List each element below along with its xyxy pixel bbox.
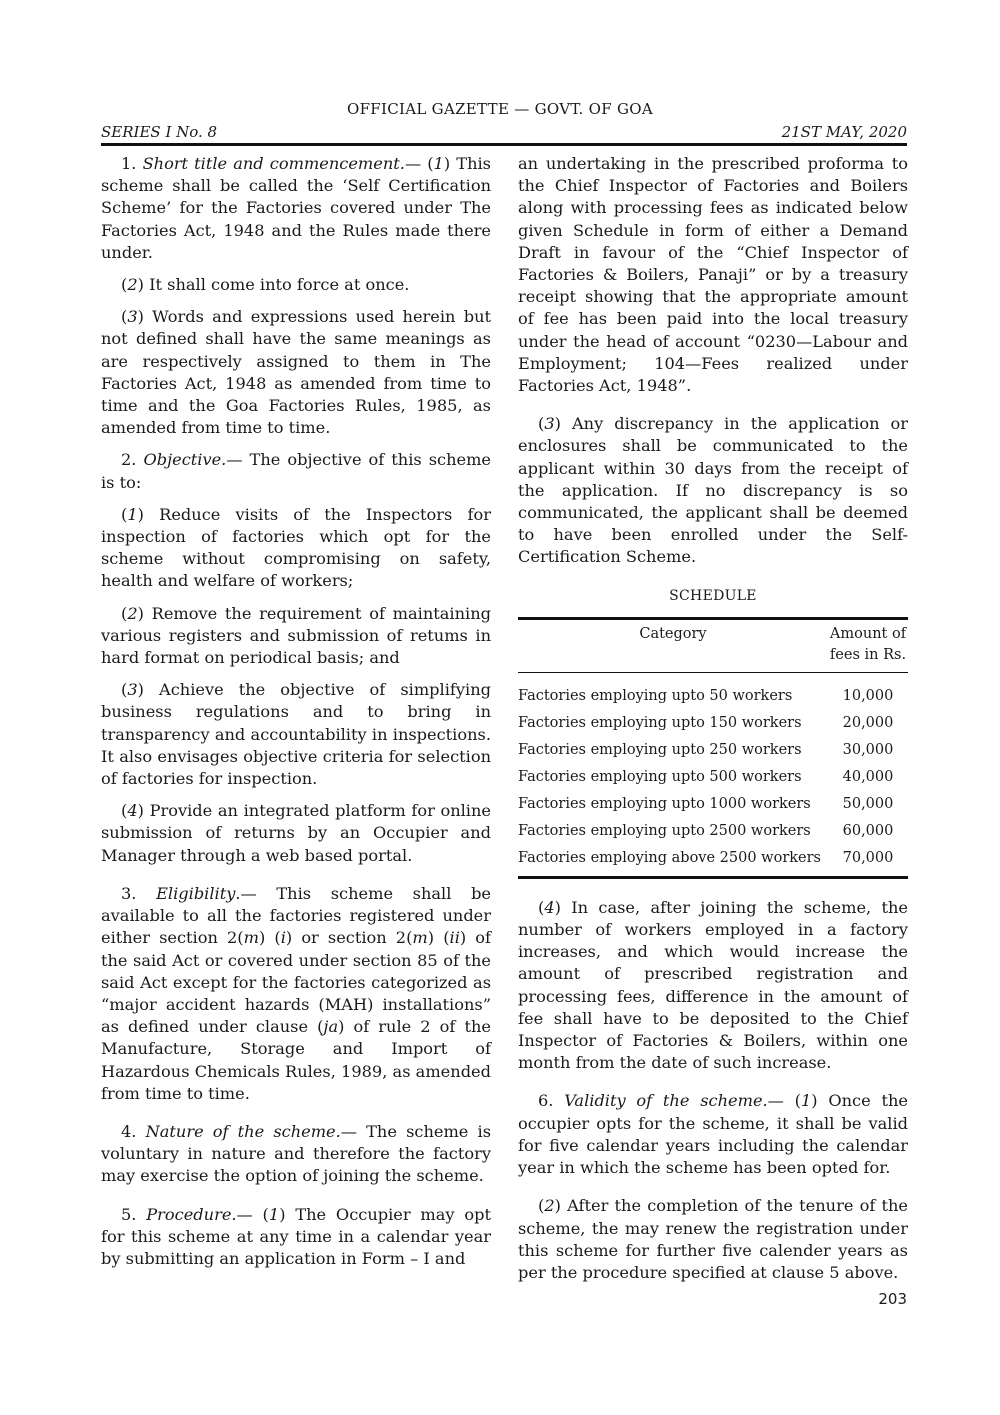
table-row <box>518 672 908 710</box>
sub-number: 3 <box>544 414 555 434</box>
category-cell: Factories employing upto 150 workers <box>518 714 802 731</box>
section-1-para-2 <box>101 274 491 296</box>
dash: — ( <box>767 1091 801 1111</box>
section-heading: Procedure. <box>146 1204 237 1224</box>
section-5-para-4: (4) In case, after joining the scheme, the number of workers employed in a factory increases, and which would increase the amount of prescribed registration and processing fees, difference in the amount of fee shall have to be deposited to the Chief Inspector of Factories & Boilers, within one month from the date of such increase. <box>518 897 908 1073</box>
section-number: 1. <box>121 154 143 173</box>
amount-cell: 60,000 <box>842 822 894 839</box>
objective-item-1: (1) Reduce visits of the Inspectors for inspection of factories which opt for the scheme without compromising on safety, health and welfare of workers; <box>101 504 491 591</box>
section-text: ) Remove the requirement of maintaining various registers and submission of retums in hard format on periodical basis; and <box>101 603 491 668</box>
category-cell: Factories employing upto 1000 workers <box>518 795 811 812</box>
section-heading: Eligibility <box>156 883 236 903</box>
amount-cell: 40,000 <box>842 768 894 785</box>
section-text: ) ( <box>258 928 281 948</box>
amount-header <box>828 618 908 672</box>
section-text: ) of rule 2 of the Manufacture, Storage and Import of Hazardous Chemicals Rules, 1989, as amended from time to time. <box>101 1017 491 1103</box>
table-row <box>518 737 908 764</box>
section-text: — The scheme is voluntary in nature and therefore the factory may exercise the option of joining the scheme. <box>101 1121 492 1186</box>
section-text: ) In case, after joining the scheme, the number of workers employed in a factory increases, and which would increase the amount of prescribed registration and processing fees, difference in the amount of fee shall have to be deposited to the Chief Inspector of Factories & Boilers, within one month from the date of such increase. <box>518 897 908 1073</box>
section-text: ) After the completion of the tenure of the scheme, the may renew the registration under this scheme for further five calender years as per the procedure specified at clause 5 above. <box>518 1196 908 1282</box>
objective-item-3: (3) Achieve the objective of simplifying business regulations and to bring in transparency and accountability in inspections. It also envisages objective criteria for selection of factories for inspection. <box>101 680 491 789</box>
clause-letter: ja <box>323 1017 339 1037</box>
category-cell: Factories employing upto 250 workers <box>518 741 802 758</box>
section-text: ) Reduce visits of the Inspectors for inspection of factories which opt for the scheme without compromising on safety, health and welfare of workers; <box>101 504 491 591</box>
section-number: 3. <box>121 883 157 903</box>
objective-item-2: (2) Remove the requirement of maintaining various registers and submission of retums in hard format on periodical basis; and <box>101 603 491 668</box>
page-number: 203 <box>878 1290 907 1308</box>
clause-letter: m <box>243 928 259 948</box>
section-5-para-3: (3) Any discrepancy in the application or enclosures shall be communicated to the applicant within 30 days from the receipt of the application. If no discrepancy is so communicated, the applicant shall be deemed to have been enrolled under the Self-Certification Scheme. <box>518 414 908 567</box>
section-number: 5. <box>121 1204 147 1224</box>
section-heading: Objective. <box>143 450 227 470</box>
section-text: .— This scheme shall be available to all the factories registered under either section 2( <box>101 883 492 948</box>
sub-number: 1 <box>433 154 444 173</box>
amount-cell: 50,000 <box>842 795 894 812</box>
section-6-para-2: (2) After the completion of the tenure of the scheme, the may renew the registration under this scheme for further five calender years as per the procedure specified at clause 5 above. <box>518 1196 908 1282</box>
table-header-row <box>518 618 908 672</box>
section-text: ) Achieve the objective of simplifying business regulations and to bring in transparency and accountability in inspections. It also envisages objective criteria for selection of factories for inspection. <box>101 680 491 789</box>
clause-letter: m <box>412 928 428 948</box>
table-row <box>518 818 908 845</box>
section-text: ) Words and expressions used herein but not defined shall have the same meanings as are respectively assigned to them in The Factories Act, 1948 as amended from time to time and the Goa Factories Rules, 1985, as amended from time to time. <box>101 307 491 438</box>
sub-number: 4 <box>544 897 555 917</box>
section-text: ) or section 2( <box>285 928 413 948</box>
amount-header-line2: fees in Rs. <box>829 646 907 663</box>
section-text: ) The Occupier may opt for this scheme at any time in a calendar year by submitting an application in Form – I and <box>101 1204 491 1268</box>
amount-cell: 10,000 <box>842 687 894 704</box>
section-1-para-3 <box>101 306 491 439</box>
section-heading: Short title and commencement. <box>142 154 405 173</box>
section-text: ) Provide an integrated platform for online submission of returns by an Occupier and Manager through a web based portal. <box>101 801 491 865</box>
section-5-para-1 <box>101 1204 491 1271</box>
sub-number: 4 <box>127 801 138 821</box>
sub-number: 2 <box>127 603 138 623</box>
category-cell: Factories employing above 2500 workers <box>518 849 821 866</box>
sub-number: 1 <box>127 504 138 524</box>
section-heading: Validity of the scheme. <box>564 1091 768 1111</box>
section-3 <box>101 883 491 1105</box>
section-5-continuation: an undertaking in the prescribed proforma to the Chief Inspector of Factories and Boilers along with processing fees as indicated below given Schedule in form of either a Demand Draft in favour of the “Chief Inspector of Factories & Boilers, Panaji” or by a treasury receipt showing that the appropriate amount of fee has been paid into the local treasury under the head of account “0230—Labour and Employment; 104—Fees realized under Factories Act, 1948”. <box>518 154 908 396</box>
sub-number: 2 <box>127 275 138 295</box>
dash: — ( <box>236 1204 269 1224</box>
header-rule <box>101 143 907 146</box>
paren: ( <box>121 307 128 327</box>
category-cell: Factories employing upto 500 workers <box>518 768 802 785</box>
section-4 <box>101 1121 491 1188</box>
section-text: — The objective of this scheme is to: <box>101 450 492 492</box>
series-number: SERIES I No. 8 <box>101 123 218 141</box>
section-2-intro <box>101 449 491 493</box>
amount-cell: 20,000 <box>842 714 894 731</box>
right-column <box>518 153 908 1294</box>
left-column <box>101 153 491 1280</box>
amount-cell: 30,000 <box>842 741 894 758</box>
objective-item-4: (4) Provide an integrated platform for online submission of returns by an Occupier and Manager through a web based portal. <box>101 801 491 865</box>
table-row <box>518 791 908 818</box>
clause-letter: i <box>280 928 286 948</box>
section-text: ) Once the occupier opts for the scheme, it shall be valid for five calendar years including the calendar year in which the scheme has been opted for. <box>518 1091 908 1178</box>
sub-number: 2 <box>544 1196 555 1216</box>
fee-schedule-table <box>518 617 908 879</box>
section-text: ) ( <box>427 928 450 948</box>
clause-letter: ii <box>449 928 460 948</box>
amount-cell: 70,000 <box>842 849 894 866</box>
category-cell: Factories employing upto 50 workers <box>518 687 793 704</box>
section-1-para-1 <box>101 153 491 264</box>
sub-number: 1 <box>268 1204 280 1224</box>
section-number: 2. <box>121 450 144 470</box>
sub-number: 1 <box>800 1091 812 1111</box>
section-number: 4. <box>121 1121 146 1141</box>
sub-number: 3 <box>127 680 138 700</box>
issue-date: 21ST MAY, 2020 <box>781 123 907 141</box>
table-row <box>518 845 908 878</box>
table-row <box>518 764 908 791</box>
section-text: ) Any discrepancy in the application or enclosures shall be communicated to the applicant within 30 days from the receipt of the application. If no discrepancy is so communicated, the applicant shall be deemed to have been enrolled under the Self-Certification Scheme. <box>518 414 908 567</box>
section-text: ) This scheme shall be called the ‘Self Certification Scheme’ for the Factories covered under The Factories Act, 1948 and the Rules made there under. <box>101 154 491 262</box>
section-number: 6. <box>538 1091 565 1111</box>
sub-number: 3 <box>127 307 138 327</box>
category-cell: Factories employing upto 2500 workers <box>518 822 811 839</box>
paren: ( <box>121 275 128 295</box>
section-text: ) of the said Act or covered under section 85 of the said Act except for the factories categorized as “major accident hazards (MAH) installations” as defined under clause ( <box>101 928 492 1037</box>
dash: — ( <box>404 154 434 173</box>
section-6-para-1 <box>518 1090 908 1179</box>
category-header: Category <box>639 625 707 642</box>
masthead: OFFICIAL GAZETTE — GOVT. OF GOA <box>346 100 654 118</box>
section-heading: Nature of the scheme. <box>145 1121 341 1141</box>
schedule-title: SCHEDULE <box>669 587 757 604</box>
section-text: ) It shall come into force at once. <box>137 275 410 295</box>
table-row <box>518 710 908 737</box>
amount-header-line1: Amount of <box>829 625 907 642</box>
